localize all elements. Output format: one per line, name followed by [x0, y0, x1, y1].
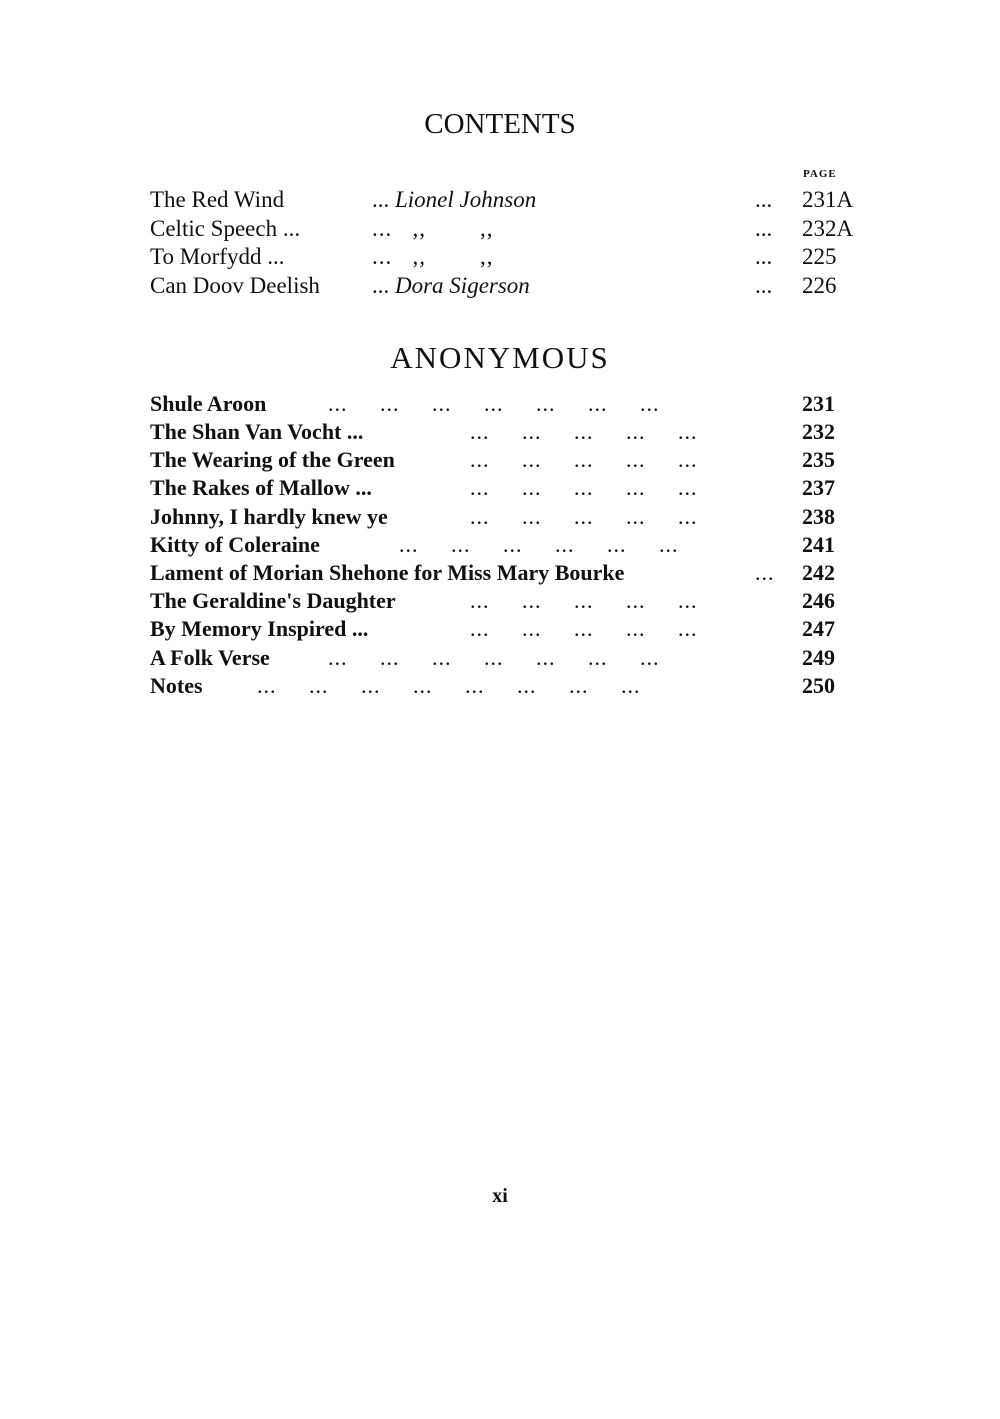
toc-entry [150, 475, 850, 503]
leader-dots: ... [755, 216, 773, 241]
leader-dots: ... ... ... ... ... [470, 504, 698, 529]
toc-entry [150, 560, 850, 588]
entry-title: The Rakes of Mallow ... [150, 475, 372, 500]
leader-dots: ... ... ... ... ... [470, 447, 698, 472]
entry-author: ... ,, ,, [372, 216, 494, 241]
toc-entry [150, 419, 850, 447]
leader-dots: ... ... ... ... ... [470, 419, 698, 444]
page-number: 242 [802, 560, 835, 585]
page-number: 249 [802, 645, 835, 670]
entry-title: Shule Aroon [150, 391, 267, 416]
toc-entry [150, 504, 850, 532]
entry-title: Celtic Speech ... [150, 216, 301, 241]
page-number: 250 [802, 673, 835, 698]
entry-author: ... ,, ,, [372, 244, 494, 269]
page-number: 235 [802, 447, 835, 472]
entry-title: Can Doov Deelish [150, 273, 320, 298]
leader-dots: ... ... ... ... ... ... ... ... [257, 673, 641, 698]
page-number: 232 [802, 419, 835, 444]
leader-dots: ... ... ... ... ... [470, 588, 698, 613]
leader-dots: ... ... ... ... ... ... ... [328, 391, 660, 416]
toc-entry [150, 616, 850, 644]
entry-title: The Shan Van Vocht ... [150, 419, 364, 444]
entry-title: The Red Wind [150, 187, 285, 212]
toc-entry [150, 447, 850, 475]
toc-entry [150, 216, 854, 244]
entry-title: The Geraldine's Daughter [150, 588, 396, 613]
entry-title: Kitty of Coleraine [150, 532, 320, 557]
leader-dots: ... ... ... ... ... ... [399, 532, 679, 557]
page-column-label: PAGE [803, 168, 837, 180]
entry-title: By Memory Inspired ... [150, 616, 369, 641]
entry-author: ... Dora Sigerson [372, 273, 530, 298]
page-number: 246 [802, 588, 835, 613]
entry-title: Lament of Morian Shehone for Miss Mary Bourke [150, 560, 625, 585]
leader-dots: ... [755, 187, 773, 212]
entry-author: ... Lionel Johnson [372, 187, 537, 212]
toc-entry [150, 673, 850, 701]
entry-title: The Wearing of the Green [150, 447, 395, 472]
page-number: 231 [802, 391, 835, 416]
section-heading: ANONYMOUS [390, 340, 610, 375]
page-number: 237 [802, 475, 835, 500]
page-title: CONTENTS [424, 108, 576, 140]
page-number: 226 [802, 273, 837, 298]
page-number: 232A [802, 216, 854, 241]
page-number: 247 [802, 616, 835, 641]
leader-dots: ... [755, 244, 773, 269]
toc-entry [150, 244, 850, 272]
page-number: 225 [802, 244, 837, 269]
toc-entry [150, 588, 850, 616]
toc-entry [150, 273, 850, 301]
leader-dots: ... ... ... ... ... [470, 616, 698, 641]
leader-dots: ... [755, 560, 775, 585]
leader-dots: ... ... ... ... ... [470, 475, 698, 500]
page-number: 241 [802, 532, 835, 557]
leader-dots: ... ... ... ... ... ... ... [328, 645, 660, 670]
entry-title: A Folk Verse [150, 645, 270, 670]
toc-entry [150, 645, 850, 673]
page-number: 238 [802, 504, 835, 529]
toc-entry [150, 391, 850, 419]
toc-entry [150, 187, 854, 215]
entry-title: Johnny, I hardly knew ye [150, 504, 388, 529]
leader-dots: ... [755, 273, 773, 298]
toc-entry [150, 532, 850, 560]
entry-title: To Morfydd ... [150, 244, 285, 269]
page-number: 231A [802, 187, 854, 212]
entry-title: Notes [150, 673, 203, 698]
page-folio: xi [492, 1185, 508, 1207]
